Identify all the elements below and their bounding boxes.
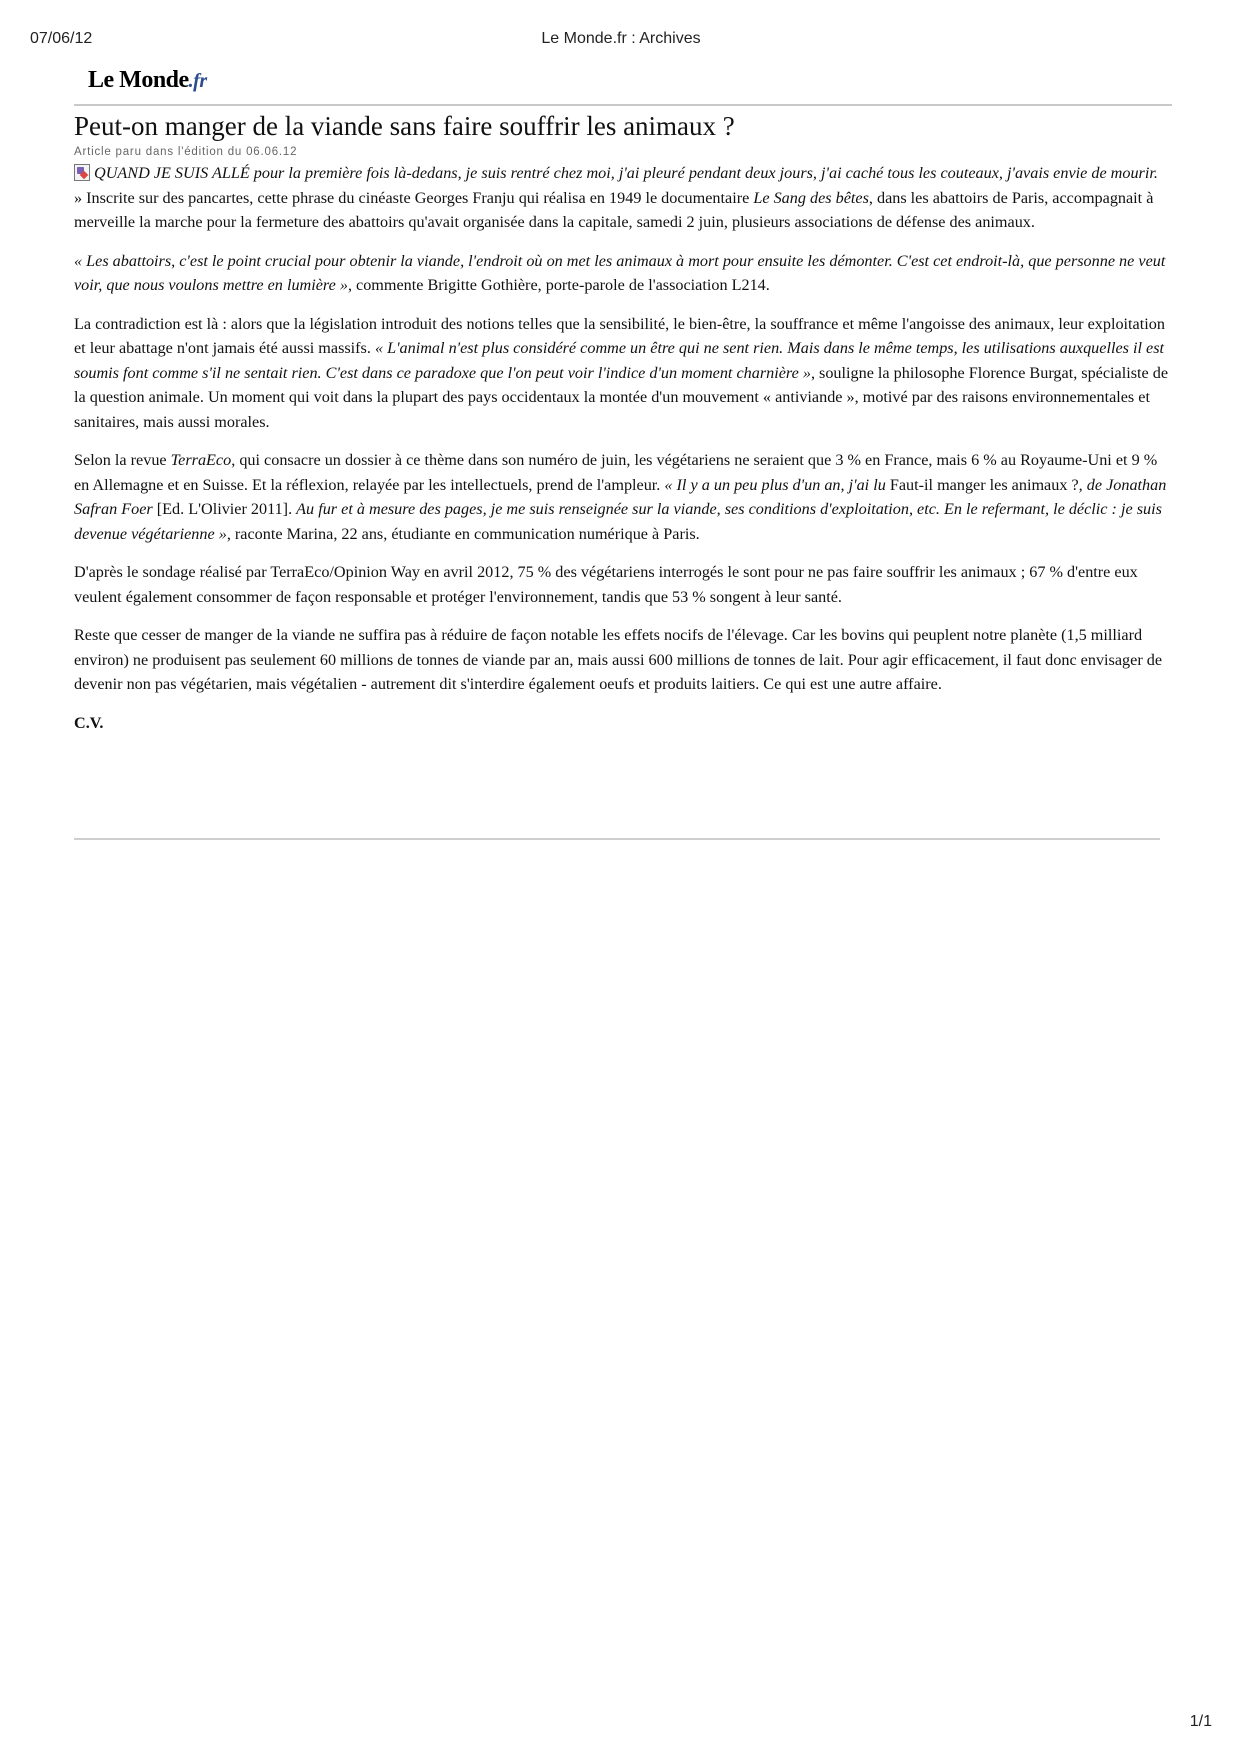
paragraph-5: D'après le sondage réalisé par TerraEco/Opinion Way en avril 2012, 75 % des végétariens interrogés le sont pour ne pas faire souffrir les animaux ; 67 % d'entre eux veulent également consommer de façon responsable et protéger l'environnement, tandis que 53 % songent à leur santé. [74,563,1138,606]
logo-name: Le Monde [88,67,189,93]
paragraph-6: Reste que cesser de manger de la viande ne suffira pas à réduire de façon notable les effets nocifs de l'élevage. Car les bovins qui peuplent notre planète (1,5 milliard environ) ne produisent pas seulement 60 millions de tonnes de viande par an, mais aussi 600 millions de tonnes de lait. Pour agir efficacement, il faut donc envisager de devenir non pas végétarien, mais végétalien - autrement dit s'interdire également oeufs et produits laitiers. Ce qui est une autre affaire. [74,626,1163,693]
print-page-title: Le Monde.fr : Archives [541,30,701,47]
marina-quote-a: « Il y a un peu plus d'un an, j'ai lu [664,475,890,494]
le-monde-logo[interactable] [88,67,207,94]
article [74,108,1170,749]
marina-quote-b: , de Jonathan Safran Foer [74,475,1167,518]
author-signature: C.V. [74,713,104,732]
header-divider [74,104,1172,106]
marina-quote-c: Au fur et à mesure des pages, je me suis renseignée sur la viande, ses conditions d'exploitation, etc. En le refermant, le déclic : je suis devenue végétarienne » [74,500,1162,543]
gothiere-quote: « Les abattoirs, c'est le point crucial pour obtenir la viande, l'endroit où on met les animaux à mort pour ensuite les démonter. C'est cet endroit-là, que personne ne veut voir, que nous voulons mettre en lumière » [74,251,1166,294]
paragraph-2-text: , commente Brigitte Gothière, porte-parole de l'association L214. [347,276,770,294]
paragraph-4-text-b: , qui consacre un dossier à ce thème dans son numéro de juin, les végétariens ne seraient que 3 % en France, mais 6 % au Royaume-Uni et 9 % en Allemagne et en Suisse. Et la réflexion, relayée par les intellectuels, prend de l'ampleur. [74,451,1158,494]
paragraph-4 [74,448,1170,546]
footer-divider [74,838,1160,840]
paragraph-4-text-d: , raconte Marina, 22 ans, étudiante en communication numérique à Paris. [226,524,700,543]
article-edition-date: Article paru dans l'édition du 06.06.12 [74,146,298,158]
paragraph-4-text-c: [Ed. L'Olivier 2011]. [152,500,297,518]
burgat-quote: « L'animal n'est plus considéré comme un être qui ne sent rien. Mais dans le même temps, les utilisations auxquelles il est soumis font comme s'il ne sentait rien. C'est dans ce paradoxe que l'on peut voir l'indice d'un moment charnière » [74,339,1165,382]
film-title: Le Sang des bêtes [753,188,869,207]
paragraph-2 [74,249,1170,298]
print-date: 07/06/12 [30,30,93,47]
paragraph-3 [74,312,1170,435]
magazine-name: TerraEco [170,451,232,469]
paragraph-4-text-a: Selon la revue [74,451,171,469]
paragraph-1-text-a: » Inscrite sur des pancartes, cette phrase du cinéaste Georges Franju qui réalisa en 1949 le documentaire [74,188,754,207]
paragraph-3-text-b: , souligne la philosophe Florence Burgat, spécialiste de la question animale. Un moment qui voit dans la plupart des pays occidentaux la montée d'un mouvement « antiviande », motivé par des raisons environnementales et sanitaires, mais aussi morales. [74,363,1169,431]
paragraph-1-text-b: , dans les abattoirs de Paris, accompagnait à merveille la marche pour la fermeture des abattoirs qu'avait organisée dans la capitale, samedi 2 juin, plusieurs associations de défense des animaux. [74,188,1154,231]
paragraph-1 [74,161,1170,235]
broken-image-icon [74,164,90,181]
book-title: Faut-il manger les animaux ? [889,475,1079,494]
logo-suffix: .fr [188,70,207,92]
print-header [30,30,1212,54]
opening-quote: QUAND JE SUIS ALLÉ pour la première fois là-dedans, je suis rentré chez moi, j'ai pleuré pendant deux jours, j'ai caché tous les couteaux, j'avais envie de mourir. [94,164,1158,182]
article-body [74,161,1170,735]
paragraph-3-text-a: La contradiction est là : alors que la législation introduit des notions telles que la sensibilité, le bien-être, la souffrance et même l'angoisse des animaux, leur exploitation et leur abattage n'ont jamais été aussi massifs. [74,314,1165,357]
page-number: 1/1 [1189,1713,1212,1730]
article-headline: Peut-on manger de la viande sans faire souffrir les animaux ? [74,111,735,141]
